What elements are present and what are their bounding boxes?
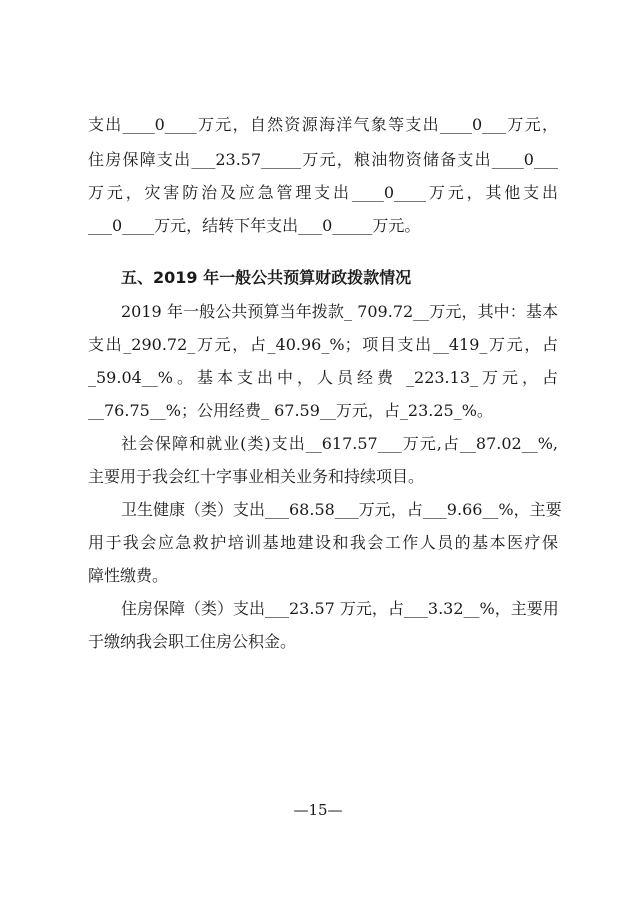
- text-line: ___0____万元，结转下年支出___0_____万元。: [88, 216, 421, 235]
- text-line: 万元，灾害防治及应急管理支出____0____万元，其他支出: [88, 183, 558, 202]
- text-line: 用于我会应急救护培训基地建设和我会工作人员的基本医疗保: [88, 533, 558, 552]
- text-line: __76.75__%；公用经费_ 67.59__万元，占_23.25_%。: [88, 401, 493, 420]
- text-line: 卫生健康（类）支出___68.58___万元，占___9.66__%，主要: [121, 500, 562, 519]
- text-line: 支出_290.72_万元，占_40.96_%；项目支出__419_万元，占: [88, 335, 558, 354]
- section-heading: 五、2019 年一般公共预算财政拨款情况: [121, 268, 412, 287]
- text-line: _59.04__%。基本支出中，人员经费 _223.13_万元，占: [88, 368, 558, 387]
- text-line: 住房保障（类）支出___23.57 万元，占___3.32__%，主要用: [121, 599, 559, 618]
- text-line: 于缴纳我会职工住房公积金。: [88, 632, 297, 651]
- text-line: 住房保障支出___23.57_____万元，粮油物资储备支出____0___: [88, 150, 558, 169]
- text-line: 支出____0____万元，自然资源海洋气象等支出____0___万元，: [88, 115, 558, 134]
- text-line: 2019 年一般公共预算当年拨款_ 709.72__万元，其中：基本: [121, 302, 558, 321]
- page-number: —15—: [293, 801, 343, 819]
- text-line: 主要用于我会红十字事业相关业务和持续项目。: [88, 467, 425, 486]
- text-line: 社会保障和就业(类)支出__617.57___万元,占__87.02__%,: [121, 434, 558, 453]
- text-line: 障性缴费。: [88, 566, 169, 585]
